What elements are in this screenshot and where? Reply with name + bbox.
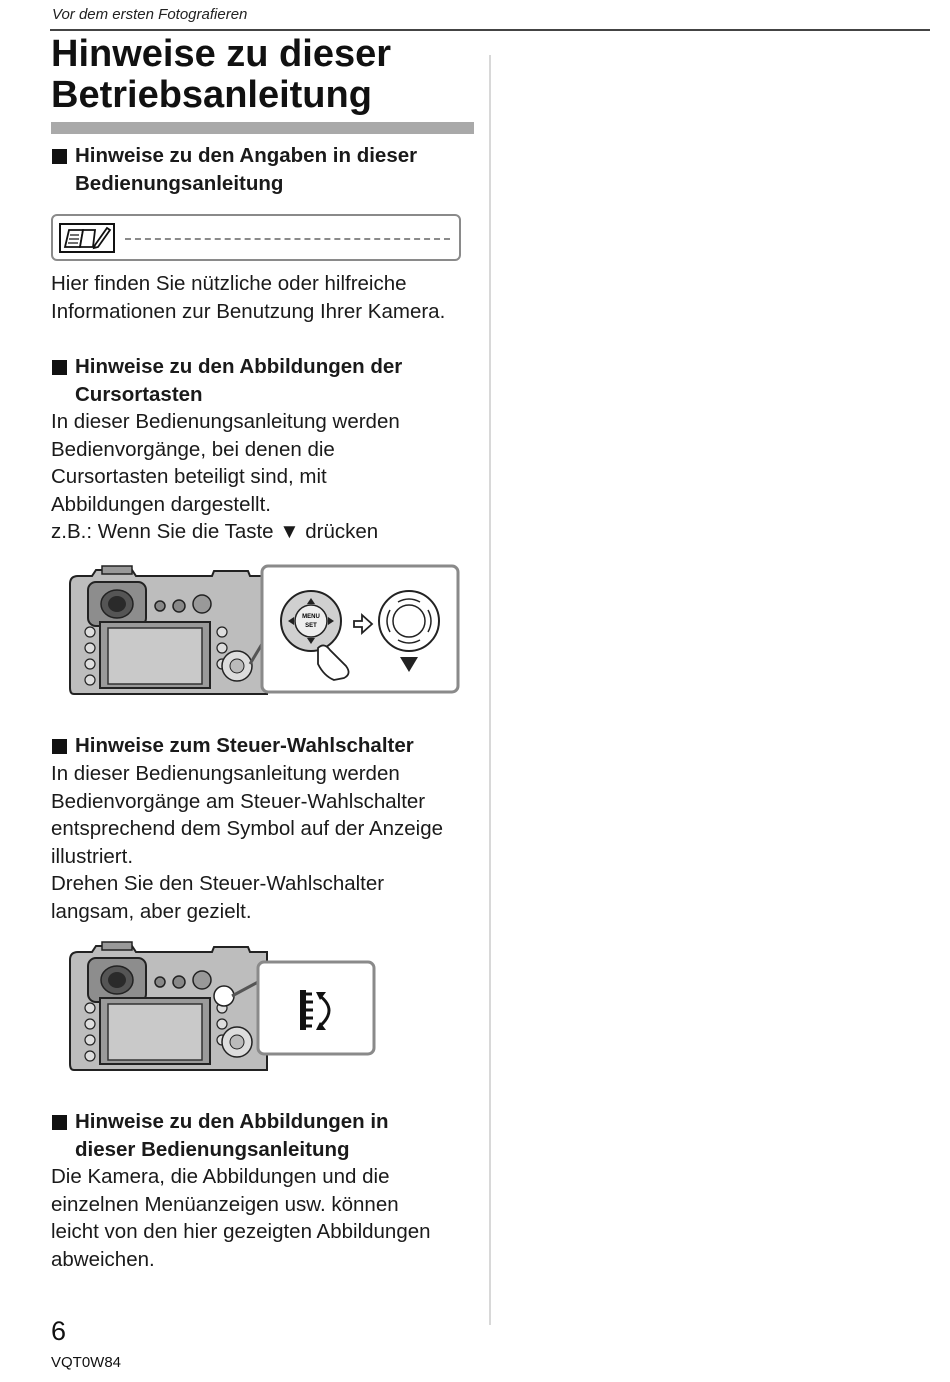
example-line: z.B.: Wenn Sie die Taste ▼ drücken (51, 520, 379, 544)
section-body-cursor-keys (51, 408, 481, 546)
bullet-square-icon (52, 1115, 67, 1130)
body-line: langsam, aber gezielt. (51, 899, 252, 923)
section-heading-control-dial (52, 732, 482, 760)
body-line: abweichen. (51, 1247, 155, 1271)
body-line: Die Kamera, die Abbildungen und die (51, 1165, 390, 1188)
body-line: leicht von den hier gezeigten Abbildungen (51, 1220, 431, 1244)
control-dial-callout (258, 962, 374, 1054)
cursor-keys-callout (262, 566, 458, 692)
body-line: illustriert. (51, 844, 134, 868)
camera-back-icon (70, 566, 267, 694)
header-rule (50, 29, 930, 31)
body-line: Hier finden Sie nützliche oder hilfreiche (51, 272, 407, 295)
heading-line-2: Cursortasten (75, 383, 203, 406)
section-body-control-dial (51, 760, 481, 926)
body-line: Cursortasten beteiligt sind, mit (51, 465, 327, 489)
bullet-square-icon (52, 149, 67, 164)
bullet-square-icon (52, 360, 67, 375)
camera-back-icon (70, 942, 267, 1070)
body-line: Bedienvorgänge am Steuer-Wahlschalter (51, 789, 426, 813)
section-label: Vor dem ersten Fotografieren (52, 6, 248, 23)
heading-line-1: Hinweise zu den Abbildungen der (75, 355, 403, 378)
section-heading-cursor-keys (52, 353, 482, 409)
camera-cursor-keys-illustration (62, 564, 462, 698)
bullet-square-icon (52, 739, 67, 754)
document-code: VQT0W84 (51, 1354, 122, 1371)
heading-line-1: Hinweise zu den Abbildungen in (75, 1110, 389, 1133)
body-line: In dieser Bedienungsanleitung werden (51, 762, 400, 785)
section-body-notes (51, 270, 481, 325)
section-heading-notes (52, 142, 482, 198)
body-line: Bedienvorgänge, bei denen die (51, 437, 335, 461)
set-key-label: SET (305, 623, 317, 629)
camera-control-dial-illustration (62, 940, 380, 1074)
page-title-line-1: Hinweise zu dieser (51, 33, 392, 75)
column-divider (489, 55, 491, 1325)
page-title (51, 34, 481, 116)
body-line: Abbildungen dargestellt. (51, 492, 271, 516)
heading-line-2: Bedienungsanleitung (75, 172, 284, 195)
page-title-line-2: Betriebsanleitung (51, 74, 372, 116)
page-number: 6 (51, 1316, 67, 1346)
body-line: einzelnen Menüanzeigen usw. können (51, 1192, 399, 1216)
body-line: entsprechend dem Symbol auf der Anzeige (51, 817, 444, 841)
title-underline-bar (51, 122, 474, 134)
notebook-pencil-icon (59, 223, 115, 253)
menu-key-label: MENU (302, 614, 320, 620)
note-symbol-box (51, 214, 461, 261)
body-line: Drehen Sie den Steuer-Wahlschalter (51, 872, 385, 896)
body-line: In dieser Bedienungsanleitung werden (51, 410, 400, 433)
heading-line-2: dieser Bedienungsanleitung (75, 1138, 350, 1161)
heading-line-1: Hinweise zum Steuer-Wahlschalter (75, 734, 414, 757)
section-heading-illustrations (52, 1108, 482, 1164)
heading-line-1: Hinweise zu den Angaben in dieser (75, 144, 418, 167)
body-line: Informationen zur Benutzung Ihrer Kamera. (51, 299, 446, 323)
section-body-illustrations (51, 1163, 481, 1273)
dashed-line (125, 238, 450, 240)
